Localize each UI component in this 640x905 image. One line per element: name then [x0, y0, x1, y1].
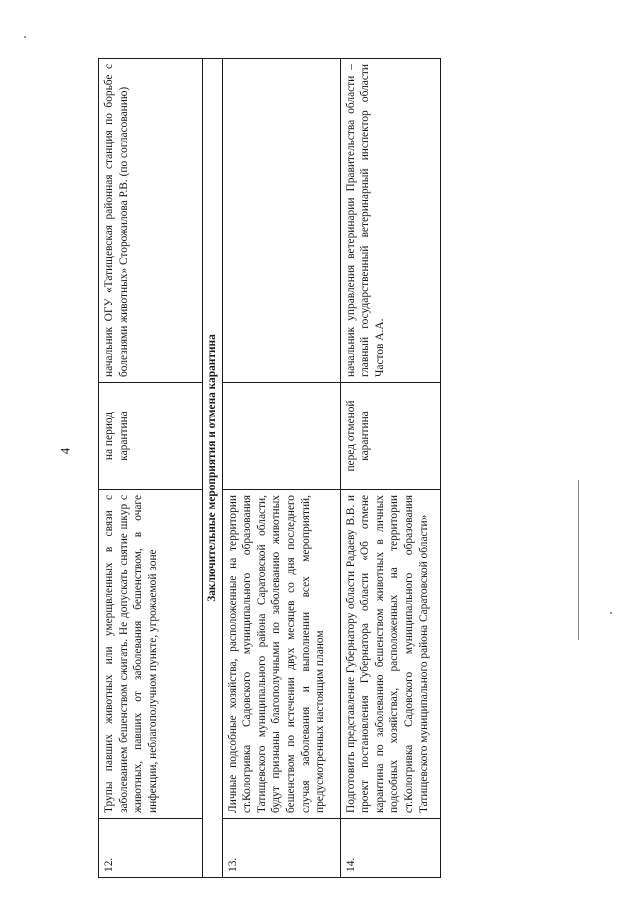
term-cell: перед отменой карантина	[340, 383, 440, 490]
measure-cell: Трупы павших животных или умерщвленных в связи с заболеванием бешенством сжигать. Не допускать снятие шкур с животных, павших от заболевания бешенством, в очаге инфекции, неблагополучном пункте, угрожаемой зоне	[99, 490, 203, 819]
section-header-row	[203, 59, 223, 878]
page-number: 4	[57, 447, 73, 455]
table-row	[222, 59, 340, 878]
row-number-cell: 13.	[222, 819, 340, 878]
rotated-table-container	[98, 58, 438, 878]
responsible-cell: начальник управления ветеринарии Правительства области – главный государственный ветеринарный инспектор области Частов А.А.	[340, 59, 440, 383]
table-row	[340, 59, 440, 878]
responsible-cell	[222, 59, 340, 383]
table-row	[99, 59, 203, 878]
measure-cell: Личные подсобные хозяйства, расположенные на территории ст.Кологривка Садовского муниципального образования Татищевского муниципального района Саратовской области, будут признаны благополучными по заболеванию животных бешенством по истечении двух месяцев со дня последнего случая заболевания и выполнении всех мероприятий, предусмотренных настоящим планом	[222, 490, 340, 819]
measure-cell: Подготовить представление Губернатору области Радаеву В.В. и проект постановления Губернатора области «Об отмене карантина по заболеванию бешенством животных в личных подсобных хозяйствах, расположенных на территории ст.Кологривка Садовского муниципального образования Татищевского муниципального района Саратовской области»	[340, 490, 440, 819]
section-title: Заключительные мероприятия и отмена карантина	[203, 59, 223, 878]
measures-table	[98, 58, 441, 878]
row-number-cell: 12.	[99, 819, 203, 878]
row-number-cell: 14.	[340, 819, 440, 878]
scan-speck	[24, 36, 26, 38]
scan-speck	[610, 612, 612, 614]
footer-rule	[578, 480, 579, 640]
term-cell	[222, 383, 340, 490]
term-cell: на период карантина	[99, 383, 203, 490]
responsible-cell: начальник ОГУ «Татищевская районная станция по борьбе с болезнями животных» Сторожилова Р.В. (по согласованию)	[99, 59, 203, 383]
